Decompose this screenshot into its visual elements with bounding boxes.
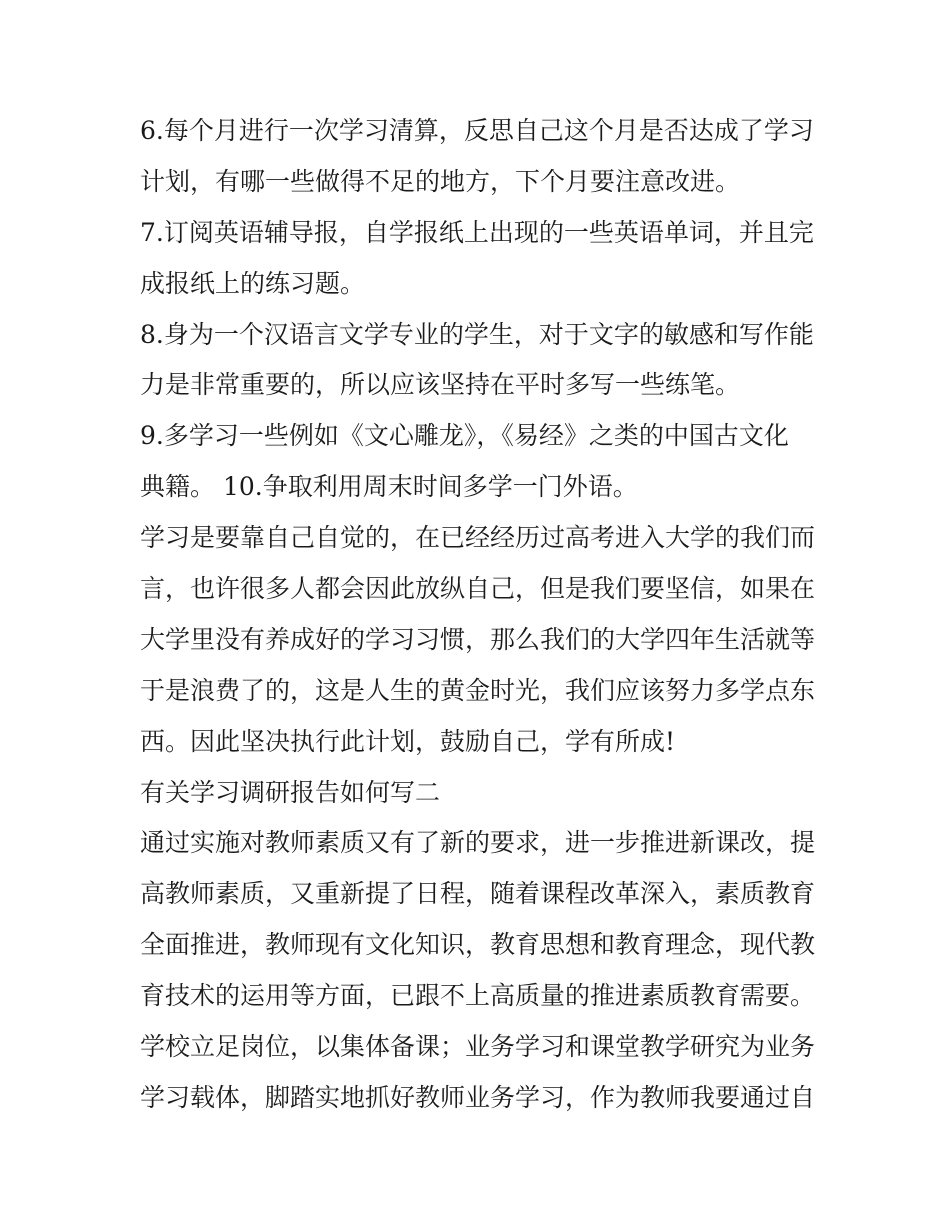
text-line: 高教师素质，又重新提了日程，随着课程改革深入，素质教育: [140, 879, 816, 909]
text-line: 学习是要靠自己自觉的，在已经经历过高考进入大学的我们而: [140, 523, 816, 553]
text-line: 学习载体，脚踏实地抓好教师业务学习，作为教师我要通过自: [140, 1082, 816, 1112]
text-line: 西。因此坚决执行此计划，鼓励自己，学有所成!: [140, 726, 676, 756]
text-line: 于是浪费了的，这是人生的黄金时光，我们应该努力多学点东: [140, 675, 816, 705]
text-line: 9.多学习一些例如《文心雕龙》，《易经》之类的中国古文化: [140, 421, 789, 451]
text-line: 全面推进，教师现有文化知识，教育思想和教育理念，现代教: [140, 930, 816, 960]
text-line: 大学里没有养成好的学习习惯，那么我们的大学四年生活就等: [140, 624, 816, 654]
text-line: 7.订阅英语辅导报，自学报纸上出现的一些英语单词，并且完: [140, 217, 814, 247]
text-line: 成报纸上的练习题。: [140, 268, 366, 298]
text-line: 育技术的运用等方面，已跟不上高质量的推进素质教育需要。: [140, 981, 816, 1011]
body-text: [140, 106, 820, 1124]
section-heading: 有关学习调研报告如何写二: [140, 777, 441, 807]
text-line: 言，也许很多人都会因此放纵自己，但是我们要坚信，如果在: [140, 574, 816, 604]
text-line: 计划，有哪一些做得不足的地方，下个月要注意改进。: [140, 166, 741, 196]
text-line: 通过实施对教师素质又有了新的要求，进一步推进新课改，提: [140, 828, 816, 858]
text-line: 6.每个月进行一次学习清算，反思自己这个月是否达成了学习: [140, 116, 814, 145]
text-line: 学校立足岗位，以集体备课；业务学习和课堂教学研究为业务: [140, 1032, 816, 1062]
text-line: 典籍。 10.争取利用周末时间多学一门外语。: [140, 472, 638, 502]
text-line: 8.身为一个汉语言文学专业的学生，对于文字的敏感和写作能: [140, 319, 814, 349]
text-line: 力是非常重要的，所以应该坚持在平时多写一些练笔。: [140, 370, 741, 400]
